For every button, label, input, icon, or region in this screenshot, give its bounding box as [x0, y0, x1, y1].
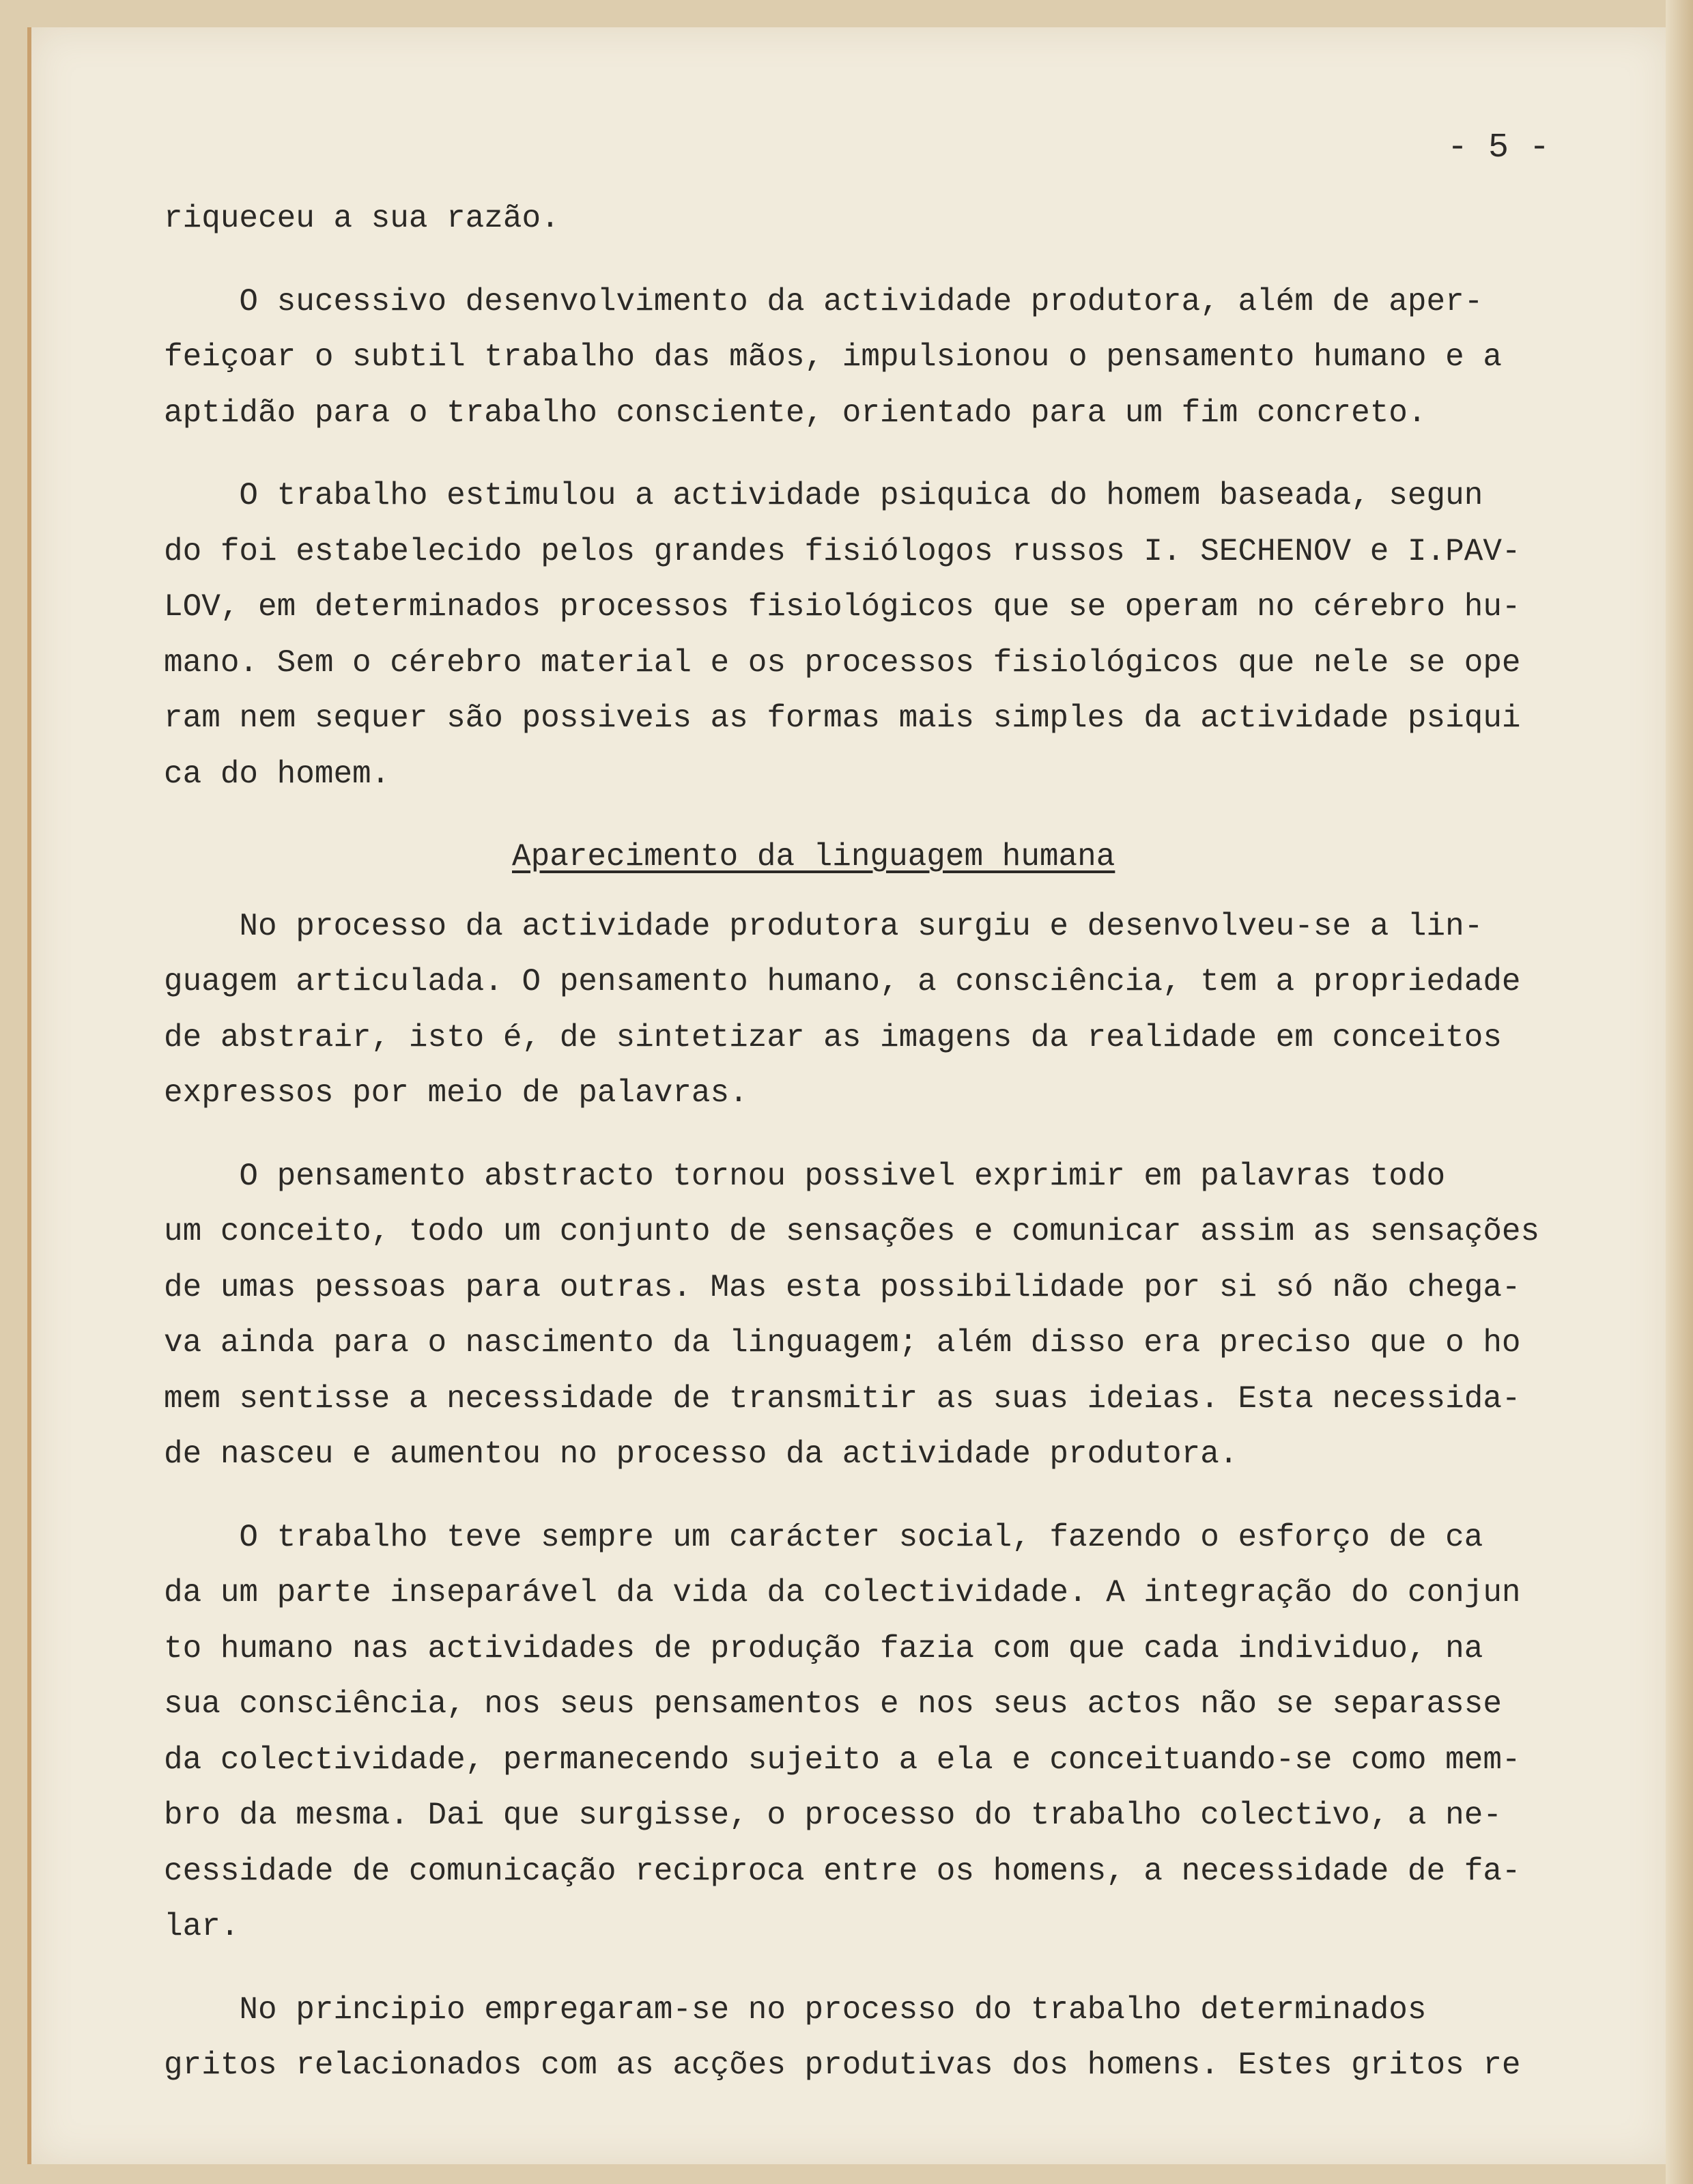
text-line: cessidade de comunicação reciproca entre os homens, a necessidade de fa-	[164, 1853, 1521, 1889]
text-line: ram nem sequer são possiveis as formas mais simples da actividade psiqui	[164, 700, 1521, 736]
text-line: No processo da actividade produtora surgiu e desenvolveu-se a lin-	[164, 908, 1483, 944]
text-line: No principio empregaram-se no processo do trabalho determinados	[164, 1991, 1427, 2028]
text-line: sua consciência, nos seus pensamentos e nos seus actos não se separasse	[164, 1686, 1502, 1722]
text-line: O trabalho estimulou a actividade psiquica do homem baseada, segun	[164, 478, 1483, 513]
text-line: O pensamento abstracto tornou possivel exprimir em palavras todo	[164, 1158, 1446, 1194]
text-line: feiçoar o subtil trabalho das mãos, impulsionou o pensamento humano e a	[164, 339, 1502, 375]
page-edge	[1666, 0, 1693, 2184]
text-line: to humano nas actividades de produção fazia com que cada individuo, na	[164, 1630, 1483, 1667]
text-line: riqueceu a sua razão.	[164, 201, 560, 236]
text-line: mano. Sem o cérebro material e os processos fisiológicos que nele se ope	[164, 644, 1521, 681]
text-line: ca do homem.	[164, 756, 390, 792]
text-line: lar.	[164, 1909, 240, 1944]
text-line: mem sentisse a necessidade de transmitir as suas ideias. Esta necessida-	[164, 1380, 1521, 1417]
text-line: do foi estabelecido pelos grandes fisiólogos russos I. SECHENOV e I.PAV-	[164, 533, 1521, 569]
text-line: de umas pessoas para outras. Mas esta possibilidade por si só não chega-	[164, 1269, 1521, 1305]
text-line: bro da mesma. Dai que surgisse, o processo do trabalho colectivo, a ne-	[164, 1798, 1502, 1833]
text-line: va ainda para o nascimento da linguagem; além disso era preciso que o ho	[164, 1325, 1521, 1361]
text-line: da colectividade, permanecendo sujeito a ela e conceituando-se como mem-	[164, 1742, 1521, 1778]
text-line: O trabalho teve sempre um carácter social, fazendo o esforço de ca	[164, 1519, 1483, 1555]
section-heading: Aparecimento da linguagem humana	[512, 839, 1115, 875]
text-line: um conceito, todo um conjunto de sensações e comunicar assim as sensações	[164, 1214, 1540, 1249]
text-line: gritos relacionados com as acções produtivas dos homens. Estes gritos re	[164, 2047, 1521, 2083]
text-line: de abstrair, isto é, de sintetizar as imagens da realidade em conceitos	[164, 1019, 1502, 1055]
page-number: - 5 -	[1447, 128, 1550, 167]
text-line: guagem articulada. O pensamento humano, a consciência, tem a propriedade	[164, 964, 1521, 999]
text-line: expressos por meio de palavras.	[164, 1075, 748, 1111]
text-line: de nasceu e aumentou no processo da actividade produtora.	[164, 1436, 1238, 1472]
text-line: O sucessivo desenvolvimento da actividade produtora, além de aper-	[164, 283, 1483, 320]
text-line: da um parte inseparável da vida da colectividade. A integração do conjun	[164, 1575, 1521, 1611]
text-line: aptidão para o trabalho consciente, orientado para um fim concreto.	[164, 395, 1427, 431]
text-line: LOV, em determinados processos fisiológicos que se operam no cérebro hu-	[164, 589, 1521, 625]
body-text	[164, 191, 1638, 2094]
